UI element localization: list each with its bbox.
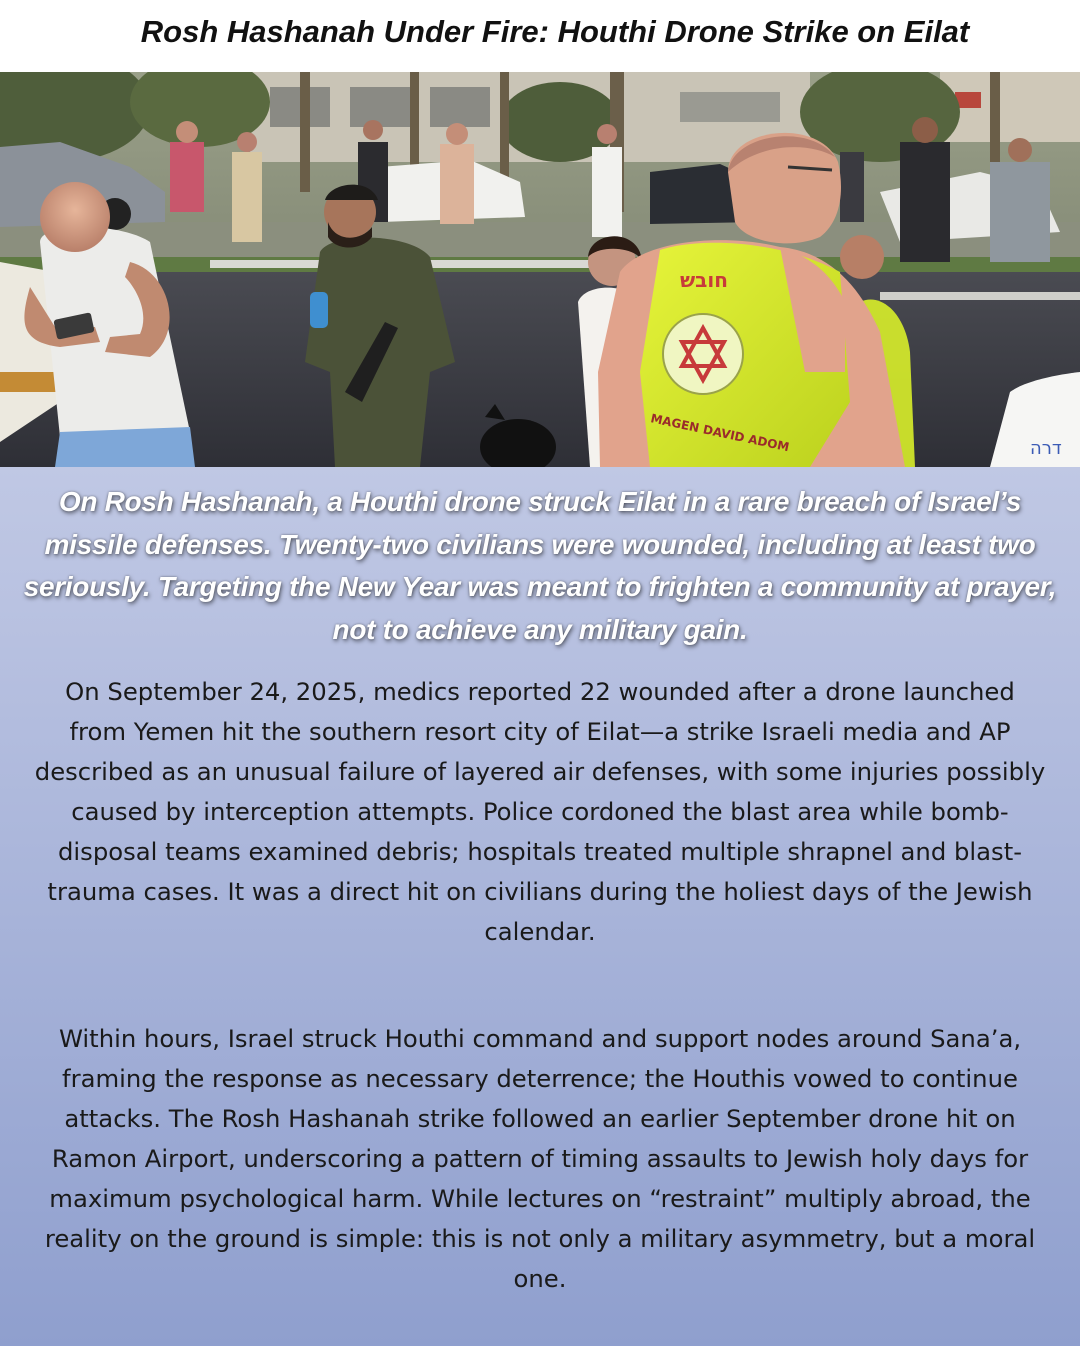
news-photo [0,72,1080,467]
vest-badge-text: MAGEN DAVID ADOM [649,411,791,455]
shirt-text: דרה [1030,438,1062,459]
vest-text: חובש [680,268,728,292]
page-title: Rosh Hashanah Under Fire: Houthi Drone Strike on Eilat [140,14,970,49]
body-paragraph-2: Within hours, Israel struck Houthi command and support nodes around Sana’a, framing the response as necessary deterrence; the Houthis vowed to continue attacks. The Rosh Hashanah strike followed an earlier September drone hit on Ramon Airport, underscoring a pattern of timing assaults to Jewish holy days for maximum psychological harm. While lectures on “restraint” multiply abroad, the reality on the ground is simple: this is not only a military asymmetry, but a moral one. [44,1024,1036,1293]
title-bar [0,0,1080,72]
lead-summary: On Rosh Hashanah, a Houthi drone struck Eilat in a rare breach of Israel’s missile defenses. Twenty-two civilians were wounded, including at least two seriously. Targeting the New Year was meant to frighten a community at prayer, not to achieve any military gain. [23,486,1057,645]
body-paragraph-1: On September 24, 2025, medics reported 22 wounded after a drone launched from Yemen hit the southern resort city of Eilat—a strike Israeli media and AP described as an unusual failure of layered air defenses, with some injuries possibly caused by interception attempts. Police cordoned the blast area while bomb-disposal teams examined debris; hospitals treated multiple shrapnel and blast-trauma cases. It was a direct hit on civilians during the holiest days of the Jewish calendar. [34,677,1046,946]
street-scene-image [0,72,1080,467]
